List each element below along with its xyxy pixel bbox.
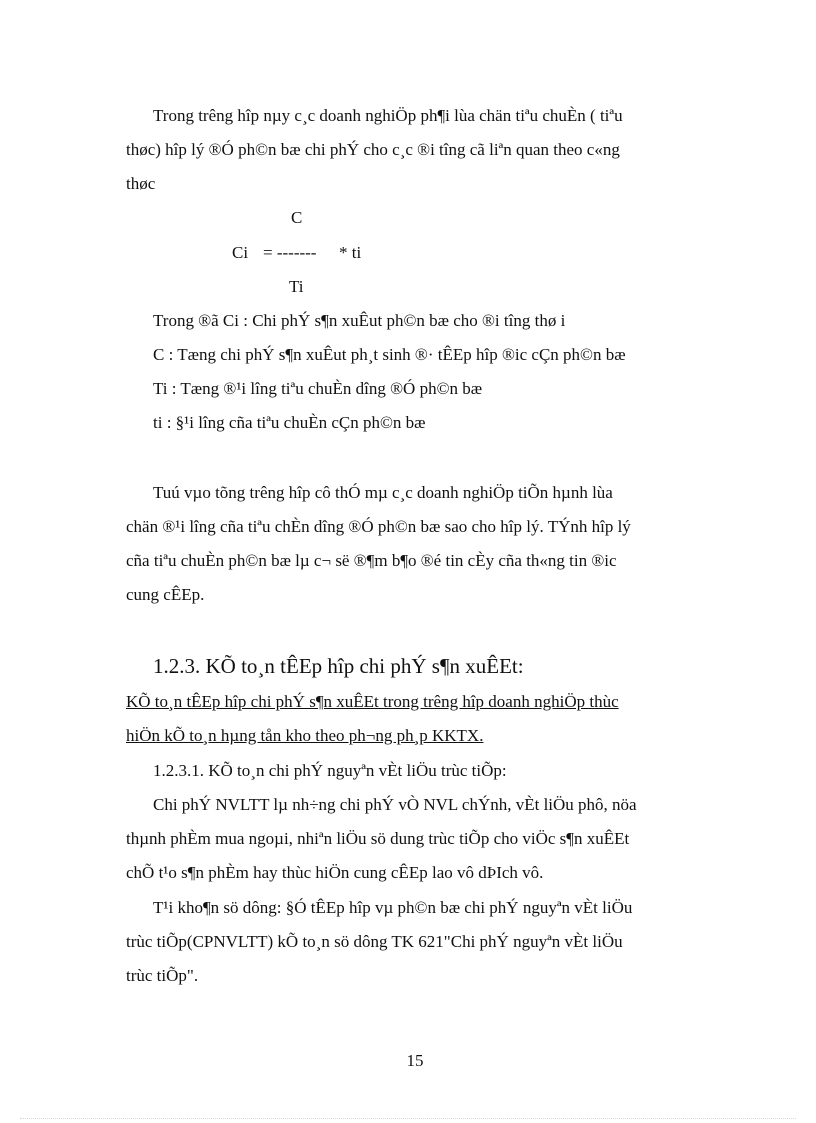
paragraph-2-line-3: cña tiªu chuÈn ph©n bæ lµ c¬ së ®¶m b¶o ®é tin cÈy cña th«ng tin ®ic [126, 551, 617, 570]
page-number: 15 [406, 1051, 424, 1070]
definition-line-1: Trong ®ã Ci : Chi phÝ s¶n xuÊut ph©n bæ cho ®i tîng thø i [153, 311, 566, 330]
paragraph-1-line-1: Trong trêng hîp nµy c¸c doanh nghiÖp ph¶i lùa chän tiªu chuÈn ( tiªu [153, 106, 623, 125]
definition-line-2: C : Tæng chi phÝ s¶n xuÊut ph¸t sinh ®· tÊEp hîp ®ic cÇn ph©n bæ [153, 345, 626, 364]
paragraph-2-line-2: chän ®¹i lîng cña tiªu chÈn dîng ®Ó ph©n bæ sao cho hîp lý. TÝnh hîp lý [126, 517, 631, 536]
paragraph-3-line-2: thµnh phÈm mua ngoµi, nhiªn liÖu sö dung trùc tiÕp cho viÖc s¶n xuÊEt [126, 829, 630, 848]
paragraph-2-line-1: Tuú vµo tõng trêng hîp cô thÓ mµ c¸c doanh nghiÖp tiÕn hµnh lùa [153, 483, 613, 502]
paragraph-4-line-2: trùc tiÕp(CPNVLTT) kÕ to¸n sö dông TK 621"Chi phÝ nguyªn vÈt liÖu [126, 932, 623, 951]
formula-operator: * ti [339, 243, 362, 262]
subsection-line-2: hiÖn kÕ to¸n hµng tån kho theo ph¬ng ph¸p KKTX. [126, 726, 484, 745]
formula-lhs: Ci [232, 243, 249, 262]
paragraph-4-line-1: T¹i kho¶n sö dông: §Ó tÊEp hîp vµ ph©n bæ chi phÝ nguyªn vÈt liÖu [153, 898, 633, 917]
section-heading: 1.2.3. KÕ to¸n tÊEp hîp chi phÝ s¶n xuÊEt: [153, 654, 524, 678]
paragraph-3-line-3: chÕ t¹o s¶n phÈm hay thùc hiÖn cung cÊEp lao vô dÞIch vô. [126, 863, 544, 882]
paragraph-1-line-2: thøc) hîp lý ®Ó ph©n bæ chi phÝ cho c¸c ®i tîng cã liªn quan theo c«ng [126, 140, 620, 159]
page-bottom-border [20, 1118, 796, 1119]
paragraph-3-line-1: Chi phÝ NVLTT lµ nh÷ng chi phÝ vÒ NVL chÝnh, vÈt liÖu phô, nöa [153, 795, 637, 814]
paragraph-2-line-4: cung cÊEp. [126, 585, 205, 604]
definition-line-4: ti : §¹i lîng cña tiªu chuÈn cÇn ph©n bæ [153, 413, 426, 432]
subsection-line-1: KÕ to¸n tÊEp hîp chi phÝ s¶n xuÊEt trong trêng hîp doanh nghiÖp thùc [126, 692, 619, 711]
formula-numerator: C [291, 208, 303, 227]
formula-denominator: Ti [289, 277, 304, 296]
subsubsection-heading: 1.2.3.1. KÕ to¸n chi phÝ nguyªn vÈt liÖu trùc tiÕp: [153, 761, 507, 780]
paragraph-1-line-3: thøc [126, 174, 156, 193]
paragraph-4-line-3: trùc tiÕp". [126, 966, 199, 985]
definition-line-3: Ti : Tæng ®¹i lîng tiªu chuÈn dîng ®Ó ph©n bæ [153, 379, 483, 398]
formula-fraction-bar: = ------- [263, 243, 317, 262]
